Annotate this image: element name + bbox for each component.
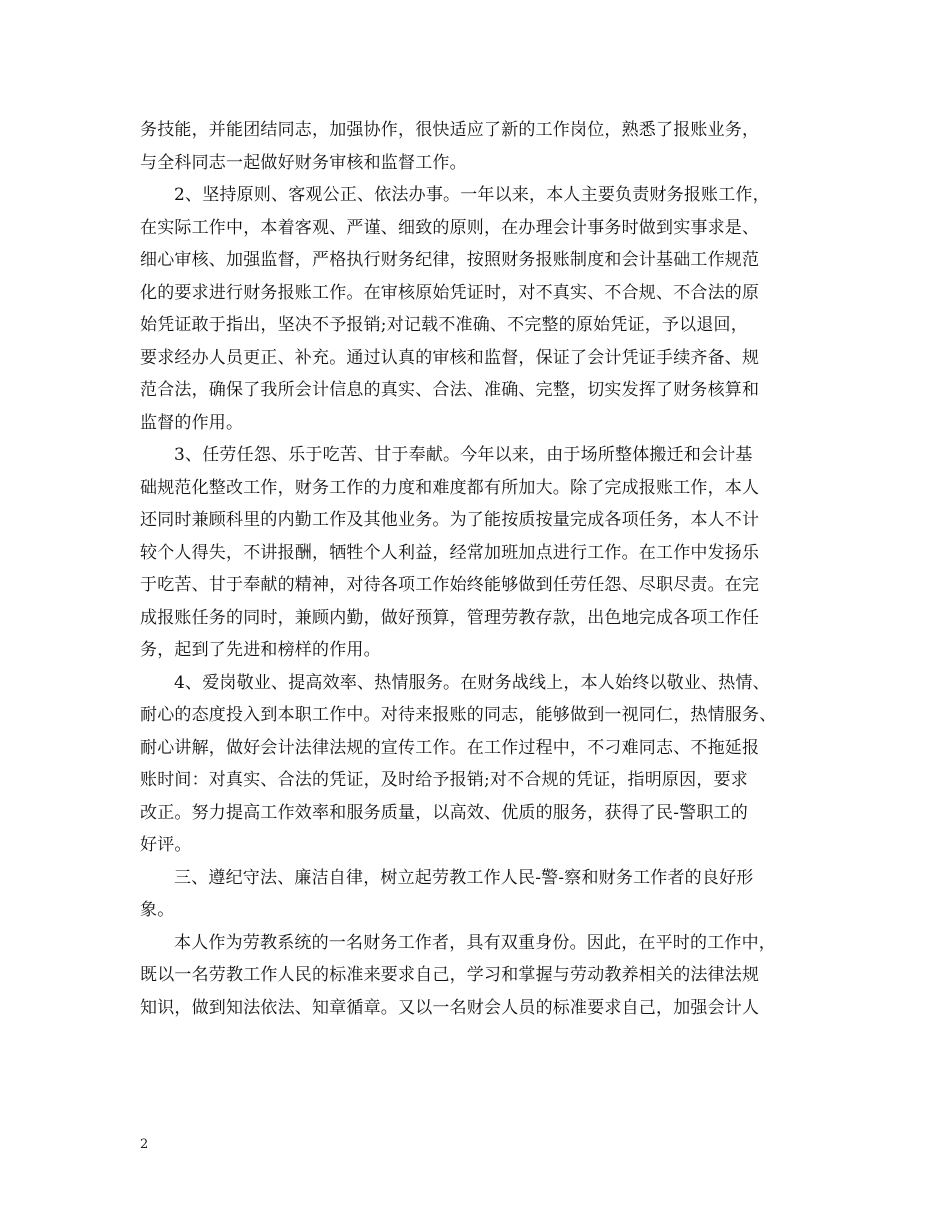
paragraph-3 [140, 439, 830, 667]
text-line: 既以一名劳教工作人民的标准来要求自己，学习和掌握与劳动教养相关的法律法规 [140, 965, 760, 985]
text-line: 三、遵纪守法、廉洁自律，树立起劳教工作人民-警-察和财务工作者的良好形 [174, 867, 754, 888]
text-line: 4、爱岗敬业、提高效率、热情服务。在财务战线上，本人始终以敬业、热情、 [174, 672, 770, 693]
paragraph-5 [140, 862, 830, 927]
text-line: 化的要求进行财务报账工作。在审核原始凭证时，对不真实、不合规、不合法的原 [140, 282, 760, 303]
text-line: 本人作为劳教系统的一名财务工作者，具有双重身份。因此，在平时的工作中， [174, 932, 776, 953]
text-line: 在实际工作中，本着客观、严谨、细致的原则，在办理会计事务时做到实事求是、 [140, 217, 760, 238]
text-line: 于吃苦、甘于奉献的精神，对待各项工作始终能够做到任劳任怨、尽职尽责。在完 [140, 575, 760, 595]
text-line: 始凭证敢于指出，坚决不予报销;对记载不准确、不完整的原始凭证，予以退回， [140, 315, 748, 335]
paragraph-4 [140, 667, 830, 862]
document-body [140, 114, 830, 1024]
text-line: 知识，做到知法依法、知章循章。又以一名财会人员的标准要求自己，加强会计人 [140, 997, 760, 1018]
paragraph-2 [140, 179, 830, 439]
paragraph-6 [140, 927, 830, 1025]
text-line: 账时间：对真实、合法的凭证，及时给予报销;对不合规的凭证，指明原因，要求 [140, 770, 748, 790]
text-line: 细心审核、加强监督，严格执行财务纪律，按照财务报账制度和会计基础工作规范 [140, 250, 760, 270]
text-line: 础规范化整改工作，财务工作的力度和难度都有所加大。除了完成报账工作，本人 [140, 477, 760, 498]
text-line: 耐心讲解，做好会计法律法规的宣传工作。在工作过程中，不刁难同志、不拖延报 [140, 737, 760, 758]
text-line: 成报账任务的同时，兼顾内勤，做好预算，管理劳教存款，出色地完成各项工作任 [140, 607, 760, 628]
text-line: 好评。 [140, 835, 192, 855]
text-line: 象。 [140, 900, 175, 920]
text-line: 范合法，确保了我所会计信息的真实、合法、准确、完整，切实发挥了财务核算和 [140, 380, 760, 400]
text-line: 较个人得失，不讲报酬，牺牲个人利益，经常加班加点进行工作。在工作中发扬乐 [140, 542, 760, 563]
text-line: 还同时兼顾科里的内勤工作及其他业务。为了能按质按量完成各项任务，本人不计 [140, 510, 760, 530]
text-line: 要求经办人员更正、补充。通过认真的审核和监督，保证了会计凭证手续齐备、规 [140, 347, 760, 368]
text-line: 改正。努力提高工作效率和服务质量，以高效、优质的服务，获得了民-警职工的 [140, 802, 748, 823]
text-line: 务技能，并能团结同志，加强协作，很快适应了新的工作岗位，熟悉了报账业务， [140, 120, 760, 140]
text-line: 务，起到了先进和榜样的作用。 [140, 640, 381, 660]
page-number: 2 [140, 1137, 149, 1152]
text-line: 2、坚持原则、客观公正、依法办事。一年以来，本人主要负责财务报账工作， [174, 185, 770, 205]
paragraph-1 [140, 114, 830, 179]
text-line: 3、任劳任怨、乐于吃苦、甘于奉献。今年以来，由于场所整体搬迁和会计基 [174, 445, 753, 465]
text-line: 与全科同志一起做好财务审核和监督工作。 [140, 152, 467, 173]
text-line: 监督的作用。 [140, 412, 244, 433]
text-line: 耐心的态度投入到本职工作中。对待来报账的同志，能够做到一视同仁，热情服务、 [140, 705, 777, 725]
